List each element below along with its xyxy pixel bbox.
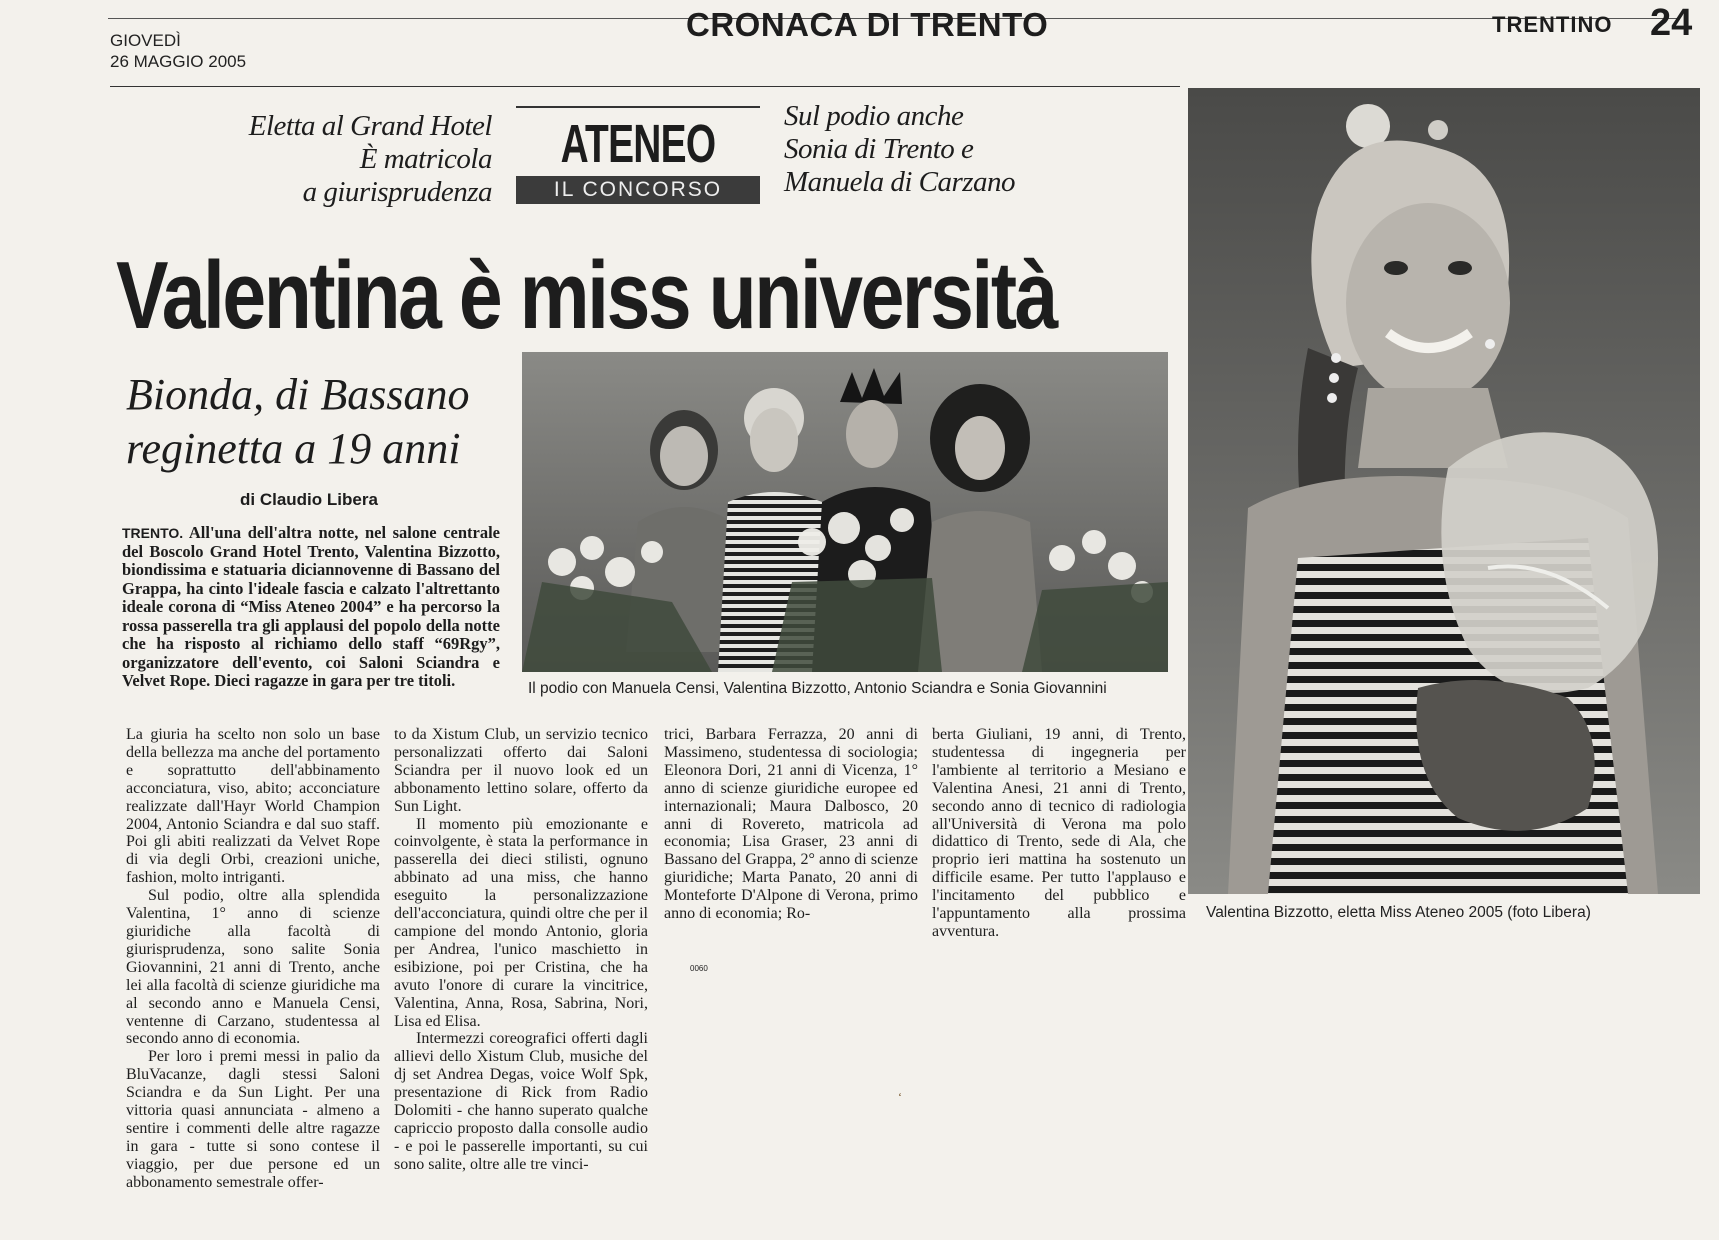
kicker-right-line: Sonia di Trento e — [784, 133, 974, 165]
kicker-right-line: Sul podio anche — [784, 100, 964, 132]
tag-subtitle: IL CONCORSO — [516, 176, 760, 204]
podium-caption: Il podio con Manuela Censi, Valentina Bizzotto, Antonio Sciandra e Sonia Giovannini — [528, 680, 1107, 697]
kicker-left — [200, 110, 492, 209]
dateline: TRENTO. — [122, 525, 184, 541]
print-speck: ‘ — [898, 1090, 902, 1104]
paragraph: to da Xistum Club, un servizio tecnico personalizzati offerto dai Saloni Sciandra per il nuovo look ed un abbonamento lettino solare, offerto da Sun Light. — [394, 726, 648, 815]
paragraph: Per loro i premi messi in palio da BluVacanze, dagli stessi Saloni Sciandra e da Sun Light. Per una vittoria quasi annunciata - almeno a sentire i commenti delle altre ragazze in gara - tutte si sono contese il viaggio, per due persone ed un abbonamento semestrale offer- — [126, 1048, 380, 1191]
podium-photo-image — [522, 352, 1168, 672]
tag-rule — [516, 106, 760, 108]
weekday: GIOVEDÌ — [110, 31, 181, 50]
paragraph: Intermezzi coreografici offerti dagli allievi dello Xistum Club, musiche del dj set Andrea Degas, voice Wolf Spk, presentazione di Rick from Radio Dolomiti - che hanno superato qualche capriccio proposto dalla consolle audio - e poi le passerelle importanti, su cui sono salite, oltre alle tre vinci- — [394, 1030, 648, 1173]
paragraph: La giuria ha scelto non solo un base della bellezza ma anche del portamento e soprattutto dell'abbinamento acconciatura, viso, abito; acconciature realizzate dall'Hayr World Champion 2004, Antonio Sciandra e dal suo staff. Poi gli abiti realizzati da Velvet Rope di via degli Orbi, creazioni uniche, fashion, molto intriganti. — [126, 726, 380, 887]
kicker-left-line: Eletta al Grand Hotel — [248, 110, 492, 142]
subheadline-line: reginetta a 19 anni — [126, 424, 461, 473]
section-title: CRONACA DI TRENTO — [686, 6, 1049, 43]
headline: Valentina è miss università — [116, 242, 1056, 349]
kicker-right — [784, 100, 1104, 199]
paragraph: Sul podio, oltre alla splendida Valentina, 1° anno di scienze giuridiche alla facoltà di giurisprudenza, sono salite Sonia Giovannini, 21 anni di Trento, anche lei alla facoltà di scienze giuridiche ma al secondo anno e Manuela Censi, ventenne di Carzano, studentessa al secondo anno di economia. — [126, 887, 380, 1048]
date: 26 MAGGIO 2005 — [110, 52, 247, 71]
body-column-2 — [394, 726, 648, 1174]
kicker-right-line: Manuela di Carzano — [784, 166, 1016, 198]
podium-photo — [522, 352, 1168, 672]
kicker-left-line: È matricola — [359, 143, 492, 175]
issue-date — [110, 30, 246, 72]
winner-caption: Valentina Bizzotto, eletta Miss Ateneo 2005 (foto Libera) — [1206, 904, 1591, 921]
page-number: 24 — [1650, 2, 1693, 44]
body-column-1 — [126, 726, 380, 1192]
top-rule — [110, 86, 1180, 87]
winner-photo — [1188, 88, 1700, 894]
winner-photo-image — [1188, 88, 1700, 894]
body-column-4 — [932, 726, 1186, 941]
lead-text: All'una dell'altra notte, nel salone centrale del Boscolo Grand Hotel Trento, Valentina Bizzotto, biondissima e statuaria diciannovenne di Bassano del Grappa, ha cinto l'ideale fascia e calzato l'altrettanto ideale corona di “Miss Ateneo 2004” e ha percorso la rossa passerella tra gli applausi del popolo della notte che ha risposto al richiamo dello staff “69Rgy”, organizzatore dell'evento, coi Saloni Sciandra e Velvet Rope. Dieci ragazze in gara per tre titoli. — [122, 523, 500, 690]
subheadline — [126, 368, 506, 476]
lead-paragraph — [122, 524, 500, 691]
kicker-left-line: a giurisprudenza — [302, 176, 492, 208]
paragraph: Il momento più emozionante e coinvolgente, è stata la performance in passerella dei dieci stilisti, ognuno abbinato ad una miss, che hanno eseguito la personalizzazione dell'acconciatura, quindi oltre che per il campione del mondo Antonio, gloria per Andrea, l'unico maschietto in esibizione, poi per Cristina, che ha avuto l'onore di curare la vincitrice, Valentina, Anna, Rosa, Sabrina, Nori, Lisa ed Elisa. — [394, 815, 648, 1030]
body-column-3 — [664, 726, 918, 923]
tag-title: ATENEO — [560, 114, 716, 174]
print-code: 0060 — [690, 964, 708, 973]
byline: di Claudio Libera — [240, 490, 378, 509]
section-tag — [516, 106, 760, 204]
paragraph: berta Giuliani, 19 anni, di Trento, studentessa di ingegneria per l'ambiente al territorio a Mesiano e Valentina Anesi, 21 anni di Trento, secondo anno di tecnico di radiologia all'Università di Verona ma polo didattico di Trento, sede di Ala, che proprio ieri mattina ha sostenuto un difficile esame. Per tutto l'applauso e l'incitamento del pubblico e l'appuntamento alla prossima avventura. — [932, 726, 1186, 940]
paragraph: trici, Barbara Ferrazza, 20 anni di Massimeno, studentessa di sociologia; Eleonora Dori, 21 anni di Vicenza, 1° anno di scienze giuridiche europee ed internazionali; Maura Dalbosco, 20 anni di Rovereto, matricola ad economia; Lisa Graser, 23 anni di Bassano del Grappa, 2° anno di scienze giuridiche; Marta Panato, 20 anni di Monteforte D'Alpone di Verona, primo anno di economia; Ro- — [664, 726, 918, 923]
subheadline-line: Bionda, di Bassano — [126, 370, 470, 419]
newspaper-name: TRENTINO — [1492, 12, 1613, 37]
